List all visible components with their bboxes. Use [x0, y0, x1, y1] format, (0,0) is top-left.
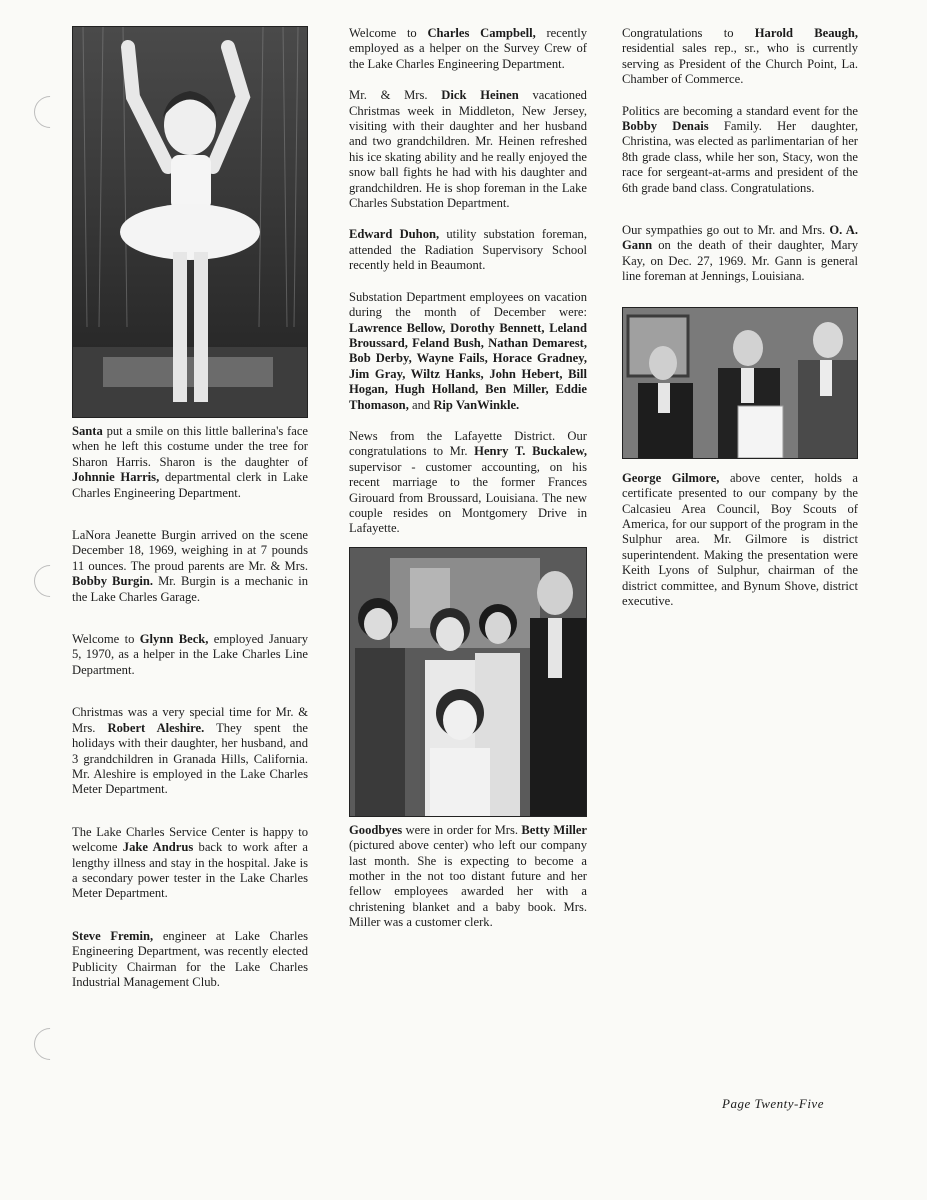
duhon-item: Edward Duhon, utility substation foreman, attended the Radiation Supervisory School recently held in Beaumont.	[349, 227, 587, 273]
gilmore-caption: George Gilmore, above center, holds a certificate presented to our company by the Calcasieu Area Council, Boy Scouts of America, for our support of the program in the Sulphur area. Mr. Gilmore is district superintendent. Making the presentation were Keith Lyons of Sulphur, chairman of the district committee, and Bynum Shove, district executive.	[622, 470, 858, 608]
burgin-item: LaNora Jeanette Burgin arrived on the scene December 18, 1969, weighing in at 7 pounds 11 ounces. The proud parents are Mr. & Mrs. Bobby Burgin. Mr. Burgin is a mechanic in the Lake Charles Garage.	[72, 528, 309, 604]
beck-item: Welcome to Glynn Beck, employed January 5, 1970, as a helper in the Lake Charles Line Department.	[72, 632, 308, 677]
aleshire-item: Christmas was a very special time for Mr. & Mrs. Robert Aleshire. They spent the holidays with their daughter, her husband, and 3 grandchildren in Granada Hills, California. Mr. Aleshire is employed in the Lake Charles Meter Department.	[72, 705, 308, 797]
punch-hole-bottom	[27, 1021, 72, 1066]
andrus-item: The Lake Charles Service Center is happy to welcome Jake Andrus back to work after a lengthy illness and stay in the hospital. Jake is a secondary power tester in the Lake Charles Meter Department.	[72, 824, 308, 901]
gilmore-certificate-photo	[622, 307, 858, 459]
column-left	[72, 26, 308, 990]
gann-item: Our sympathies go out to Mr. and Mrs. O. A. Gann on the death of their daughter, Mary Kay, on Dec. 27, 1969. Mr. Gann is general line foreman at Jennings, Louisiana.	[622, 223, 858, 284]
column-middle	[349, 26, 587, 931]
ballerina-photo	[72, 26, 308, 418]
denais-item: Politics are becoming a standard event for the Bobby Denais Family. Her daughter, Christina, was elected as parlimentarian of her 8th grade class, while her son, Stacy, won the race for sergeant-at-arms and president of the 6th grade band class. Congratulations.	[622, 103, 858, 195]
miller-caption: Goodbyes were in order for Mrs. Betty Miller (pictured above center) who left our company last month. She is expecting to become a mother in the not too distant future and her fellow employees awarded her with a christening blanket and a baby book. Mrs. Miller was a customer clerk.	[349, 822, 587, 930]
column-right	[622, 26, 858, 609]
page-number: Page Twenty-Five	[722, 1096, 824, 1111]
substation-item: Substation Department employees on vacation during the month of December were: Lawrence Bellow, Dorothy Bennett, Leland Broussard, Feland Bush, Nathan Demarest, Bob Derby, Wayne Fails, Horace Gradney, Jim Gray, Wiltz Hanks, John Hebert, Bill Hogan, Hugh Holland, Ben Miller, Eddie Thomason, and Rip VanWinkle.	[349, 289, 587, 412]
punch-hole-top	[27, 89, 72, 134]
miller-group-photo	[349, 547, 587, 817]
santa-caption: Santa put a smile on this little ballerina's face when he left this costume under the tree for Sharon Harris. Sharon is the daughter of Johnnie Harris, departmental clerk in Lake Charles Engineering Department.	[72, 424, 309, 500]
buckalew-item: News from the Lafayette District. Our congratulations to Mr. Henry T. Buckalew, supervisor - customer accounting, on his recent marriage to the former Frances Girouard from Broussard, Louisiana. The new couple resides on Montgomery Drive in Lafayette.	[349, 428, 587, 536]
beaugh-item: Congratulations to Harold Beaugh, residential sales rep., sr., who is currently serving as President of the Church Point, La. Chamber of Commerce.	[622, 26, 858, 87]
campbell-item: Welcome to Charles Campbell, recently employed as a helper on the Survey Crew of the Lake Charles Engineering Department.	[349, 26, 588, 71]
fremin-item: Steve Fremin, engineer at Lake Charles Engineering Department, was recently elected Publicity Chairman for the Lake Charles Industrial Management Club.	[72, 928, 308, 989]
heinen-item: Mr. & Mrs. Dick Heinen vacationed Christmas week in Middleton, New Jersey, visiting with their daughter and her husband and two grandchildren. Mr. Heinen refreshed his ice skating ability and he really enjoyed the snow ball fights he had with his daughter and grandchildren. He is shop foreman in the Lake Charles Substation Department.	[349, 88, 587, 211]
punch-hole-middle	[27, 558, 72, 603]
